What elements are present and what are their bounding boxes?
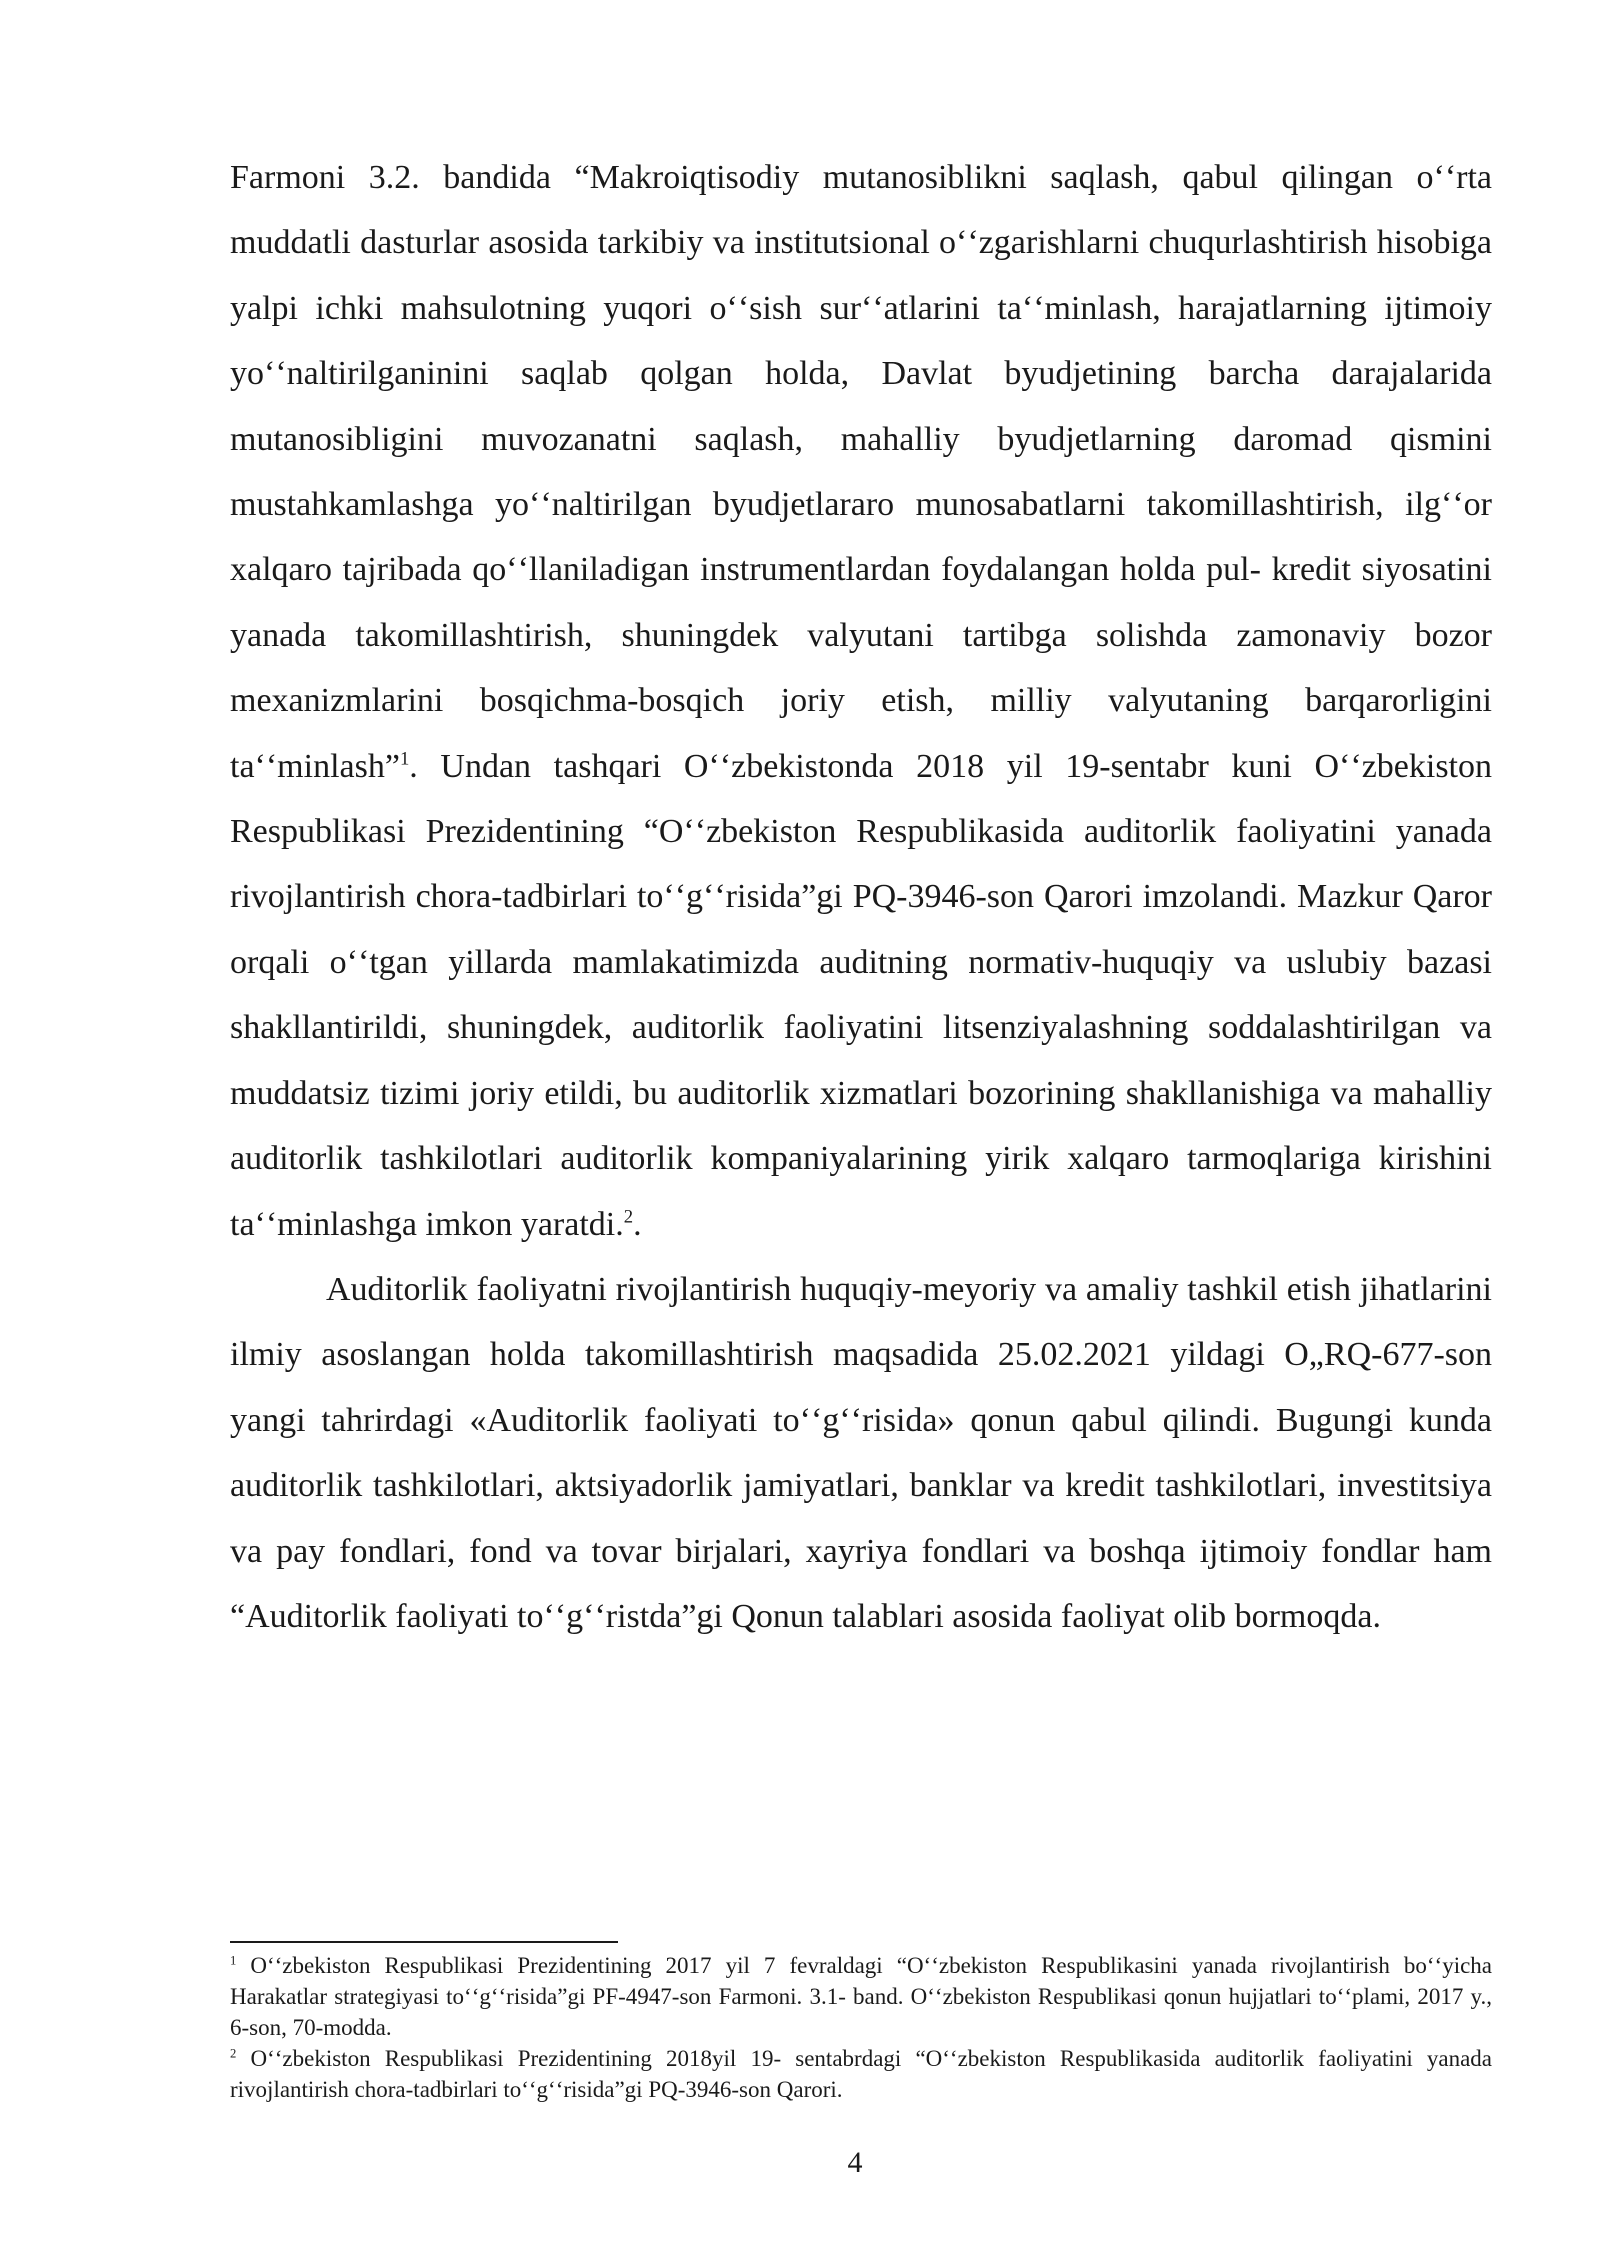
paragraph-2: Auditorlik faoliyatni rivojlantirish huquqiy-meyoriy va amaliy tashkil etish jihatlarini ilmiy asoslangan holda takomillashtirish maqsadida 25.02.2021 yildagi O„RQ-677-son yangi tahrirdagi «Auditorlik faoliyati toʻʻgʻʻrisida» qonun qabul qilindi. Bugungi kunda auditorlik tashkilotlari, aktsiyadorlik jamiyatlari, banklar va kredit tashkilotlari, investitsiya va pay fondlari, fond va tovar birjalari, xayriya fondlari va boshqa ijtimoiy fondlar ham “Auditorlik faoliyati toʻʻgʻʻristda”gi Qonun talablari asosida faoliyat olib bormoqda.: [230, 1270, 1492, 1635]
footnote-2: [230, 2043, 1492, 2105]
footnote-1-text: Oʻʻzbekiston Respublikasi Prezidentining 2017 yil 7 fevraldagi “Oʻʻzbekiston Respublikasini yanada rivojlantirish boʻʻyicha Harakatlar strategiyasi toʻʻgʻʻrisida”gi PF-4947-son Farmoni. 3.1- band. Oʻʻzbekiston Respublikasi qonun hujjatlari toʻʻplami, 2017 y., 6-son, 70-modda.: [230, 1953, 1492, 2040]
footnote-ref-1[interactable]: 1: [399, 748, 410, 770]
footnote-separator: [230, 1941, 618, 1943]
paragraph-1-text-a: Farmoni 3.2. bandida “Makroiqtisodiy mutanosiblikni saqlash, qabul qilingan oʻʻrta muddatli dasturlar asosida tarkibiy va institutsional oʻʻzgarishlarni chuqurlashtirish hisobiga yalpi ichki mahsulotning yuqori oʻʻsish surʻʻatlarini taʻʻminlash, harajatlarning ijtimoiy yoʻʻnaltirilganinini saqlab qolgan holda, Davlat byudjetining barcha darajalarida mutanosibligini muvozanatni saqlash, mahalliy byudjetlarning daromad qismini mustahkamlashga yoʻʻnaltirilgan byudjetlararo munosabatlarni takomillashtirish, ilgʻʻor xalqaro tajribada qoʻʻllaniladigan instrumentlardan foydalangan holda pul- kredit siyosatini yanada takomillashtirish, shuningdek valyutani tartibga solishda zamonaviy bozor mexanizmlarini bosqichma-bosqich joriy etish, milliy valyutaning barqarorligini taʻʻminlash”: [230, 159, 1492, 785]
paragraph-1-text-b: . Undan tashqari Oʻʻzbekistonda 2018 yil 19-sentabr kuni Oʻʻzbekiston Respublikasi Prezidentining “Oʻʻzbekiston Respublikasida auditorlik faoliyatini yanada rivojlantirish chora-tadbirlari toʻʻgʻʻrisida”gi PQ-3946-son Qarori imzolandi. Mazkur Qaror orqali oʻʻtgan yillarda mamlakatimizda auditning normativ-huquqiy va uslubiy bazasi shakllantirildi, shuningdek, auditorlik faoliyatini litsenziyalashning soddalashtirilgan va muddatsiz tizimi joriy etildi, bu auditorlik xizmatlari bozorining shakllanishiga va mahalliy auditorlik tashkilotlari auditorlik kompaniyalarining yirik xalqaro tarmoqlariga kirishini taʻʻminlashga imkon yaratdi.: [230, 747, 1492, 1243]
footnotes: [230, 1950, 1492, 2105]
paragraph-1-text-c: .: [633, 1205, 642, 1243]
page-number: 4: [847, 2146, 863, 2179]
footnote-1-mark: 1: [230, 1953, 237, 1968]
body-text: [230, 145, 1492, 1649]
footnote-ref-2[interactable]: 2: [623, 1206, 634, 1228]
footnote-1: [230, 1950, 1492, 2043]
footnote-2-text: Oʻʻzbekiston Respublikasi Prezidentining 2018yil 19- sentabrdagi “Oʻʻzbekiston Respublikasida auditorlik faoliyatini yanada rivojlantirish chora-tadbirlari toʻʻgʻʻrisida”gi PQ-3946-son Qarori.: [230, 2046, 1492, 2102]
footnote-2-mark: 2: [230, 2046, 237, 2061]
paragraph-1: [230, 145, 1492, 1257]
